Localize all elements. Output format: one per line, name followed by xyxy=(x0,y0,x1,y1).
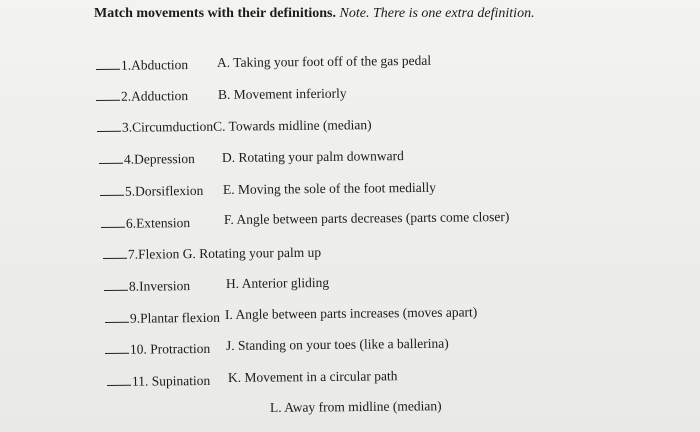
term-2: 2.Adduction xyxy=(120,88,189,104)
answer-blank-11[interactable] xyxy=(107,375,131,386)
definition-l-extra: L. Away from midline (median) xyxy=(269,398,442,415)
answer-blank-8[interactable] xyxy=(104,280,128,291)
matching-row-1 xyxy=(96,56,188,75)
matching-row-9 xyxy=(105,309,220,328)
matching-row-10 xyxy=(105,340,210,359)
definition-i: I. Angle between parts increases (moves apart) xyxy=(224,304,478,322)
term-9: 9.Plantar flexion xyxy=(129,309,221,326)
definition-f: F. Angle between parts decreases (parts come closer) xyxy=(223,209,510,227)
definition-a: A. Taking your foot off of the gas pedal xyxy=(216,52,432,70)
term-5: 5.Dorsiflexion xyxy=(124,182,204,199)
answer-blank-10[interactable] xyxy=(105,343,129,354)
matching-row-5 xyxy=(100,182,204,201)
term-10: 10. Protraction xyxy=(129,340,211,357)
matching-row-6 xyxy=(101,214,190,233)
term-7: 7.Flexion G. Rotating your palm up xyxy=(127,244,322,262)
matching-row-7 xyxy=(103,244,321,264)
definition-k: K. Movement in a circular path xyxy=(227,368,398,385)
instructions-heading xyxy=(94,6,535,22)
answer-blank-5[interactable] xyxy=(100,185,124,196)
term-3: 3.CircumductionC. Towards midline (median) xyxy=(121,117,372,135)
matching-row-2 xyxy=(96,87,188,106)
definition-j: J. Standing on your toes (like a ballerina) xyxy=(225,335,449,353)
answer-blank-3[interactable] xyxy=(97,121,121,132)
answer-blank-1[interactable] xyxy=(96,59,120,70)
matching-row-3 xyxy=(97,116,372,137)
answer-blank-6[interactable] xyxy=(101,217,125,228)
definition-b: B. Movement inferiorly xyxy=(217,85,347,102)
term-4: 4.Depression xyxy=(123,150,195,167)
answer-blank-9[interactable] xyxy=(105,312,129,323)
matching-row-8 xyxy=(104,277,190,296)
answer-blank-2[interactable] xyxy=(96,90,120,101)
term-11: 11. Supination xyxy=(131,372,211,389)
term-6: 6.Extension xyxy=(125,215,191,231)
instructions-bold: Match movements with their definitions. xyxy=(94,6,336,21)
term-8: 8.Inversion xyxy=(128,278,191,294)
instructions-note: Note. There is one extra definition. xyxy=(339,6,535,21)
answer-blank-7[interactable] xyxy=(103,248,127,259)
matching-row-11 xyxy=(107,372,210,391)
definition-e: E. Moving the sole of the foot medially xyxy=(222,179,437,197)
answer-blank-4[interactable] xyxy=(99,153,123,164)
term-1: 1.Abduction xyxy=(120,57,189,73)
definition-h: H. Anterior gliding xyxy=(225,274,330,291)
definition-d: D. Rotating your palm downward xyxy=(221,148,404,165)
matching-row-4 xyxy=(99,150,195,169)
